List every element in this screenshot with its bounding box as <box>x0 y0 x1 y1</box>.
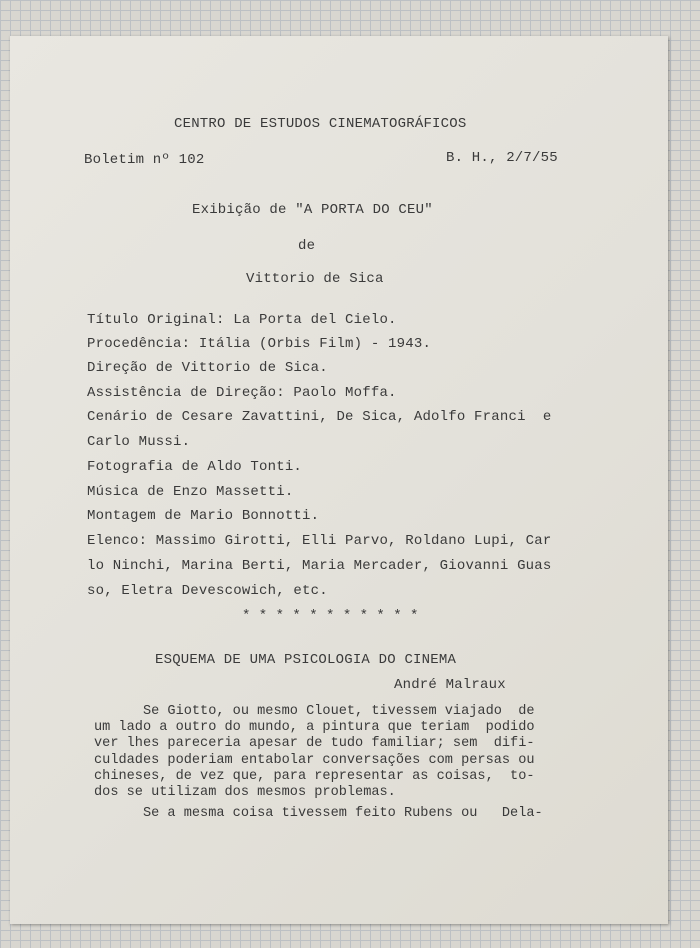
essay-line: dos se utilizam dos mesmos problemas. <box>94 785 396 800</box>
credit-line: Assistência de Direção: Paolo Moffa. <box>87 385 397 401</box>
essay-line: chineses, de vez que, para representar as coisas, to- <box>94 769 535 784</box>
organization-title: CENTRO DE ESTUDOS CINEMATOGRÁFICOS <box>174 116 467 132</box>
credit-line: Cenário de Cesare Zavattini, De Sica, Adolfo Franci e <box>87 409 552 425</box>
essay-line: Se Giotto, ou mesmo Clouet, tivessem viajado de <box>94 704 535 719</box>
credit-line: Direção de Vittorio de Sica. <box>87 360 328 376</box>
credit-line: Elenco: Massimo Girotti, Elli Parvo, Roldano Lupi, Car <box>87 533 552 549</box>
essay-title: ESQUEMA DE UMA PSICOLOGIA DO CINEMA <box>155 652 457 668</box>
essay-line: Se a mesma coisa tivessem feito Rubens ou Dela- <box>94 806 543 821</box>
credit-line: Carlo Mussi. <box>87 434 191 450</box>
bulletin-number: Boletim nº 102 <box>84 152 205 168</box>
exhibition-title: Exibição de "A PORTA DO CEU" <box>192 202 433 218</box>
credit-line: lo Ninchi, Marina Berti, Maria Mercader, Giovanni Guas <box>87 558 552 574</box>
credit-line: Fotografia de Aldo Tonti. <box>87 459 303 475</box>
essay-line: ver lhes pareceria apesar de tudo familiar; sem difi- <box>94 736 535 751</box>
credit-line: so, Eletra Devescowich, etc. <box>87 583 328 599</box>
credit-line: Música de Enzo Massetti. <box>87 484 294 500</box>
essay-line: culdades poderiam entabolar conversações com persas ou <box>94 753 535 768</box>
title-connector: de <box>298 238 316 254</box>
place-date: B. H., 2/7/55 <box>446 150 558 166</box>
essay-author: André Malraux <box>394 677 506 693</box>
credit-line: Montagem de Mario Bonnotti. <box>87 508 320 524</box>
credit-line: Procedência: Itália (Orbis Film) - 1943. <box>87 336 432 352</box>
document-page <box>10 36 668 924</box>
credit-line: Título Original: La Porta del Cielo. <box>87 312 397 328</box>
asterisk-separator: * * * * * * * * * * * <box>242 608 419 624</box>
essay-line: um lado a outro do mundo, a pintura que teriam podido <box>94 720 535 735</box>
director-name: Vittorio de Sica <box>246 271 384 287</box>
